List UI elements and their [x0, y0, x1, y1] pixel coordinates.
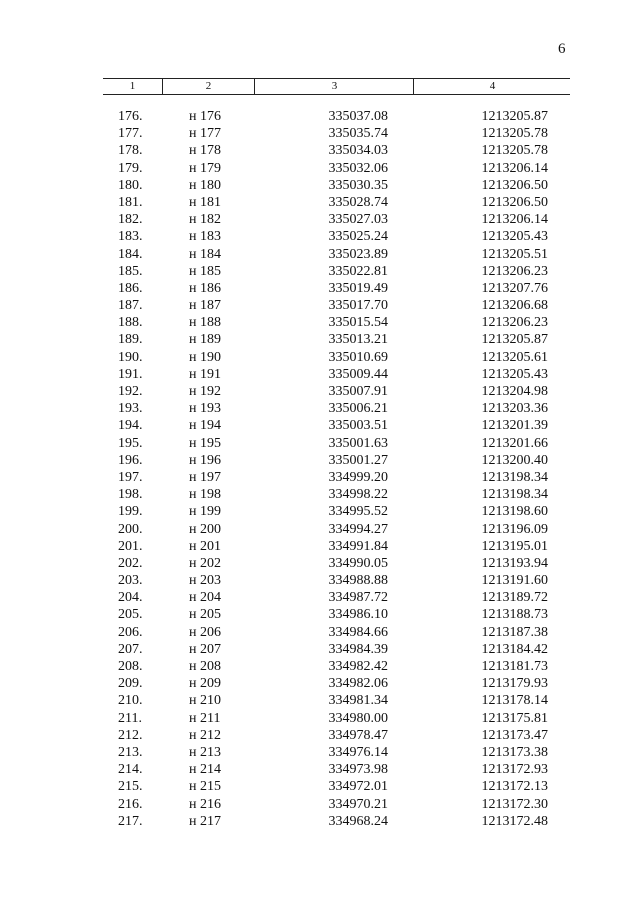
coordinate-y: 1213172.30: [481, 796, 548, 812]
table-row: [103, 675, 570, 692]
column-header-3: 3: [254, 79, 414, 94]
row-number: 194.: [118, 418, 143, 434]
coordinate-x: 334982.42: [328, 659, 388, 674]
coordinate-x: 334981.34: [328, 693, 388, 709]
table-row: [103, 452, 570, 469]
row-number: 209.: [118, 676, 143, 692]
coordinate-y: 1213172.48: [481, 813, 548, 829]
coordinate-x: 334987.72: [328, 590, 388, 606]
row-number: 217.: [118, 813, 143, 829]
coordinate-x: 334982.06: [328, 676, 388, 692]
row-number: 213.: [118, 744, 143, 760]
coordinate-x: 334991.84: [328, 538, 388, 554]
row-number: 178.: [118, 143, 143, 159]
coordinate-y: 1213206.23: [481, 263, 548, 279]
table-header: [103, 78, 570, 95]
row-number: 186.: [118, 280, 143, 296]
coordinate-x: 335007.91: [328, 384, 388, 399]
coordinate-x: 335017.70: [328, 298, 388, 314]
coordinate-x: 334980.00: [328, 710, 388, 726]
table-row: [103, 349, 570, 366]
coordinate-x: 334995.52: [328, 504, 388, 520]
coordinate-x: 335019.49: [328, 280, 388, 296]
column-header-4: 4: [413, 79, 571, 94]
coordinate-x: 334986.10: [328, 607, 388, 623]
coordinate-x: 334984.66: [328, 624, 388, 640]
coordinate-y: 1213201.66: [481, 435, 548, 451]
coordinate-y: 1213205.87: [481, 332, 548, 348]
point-id: н 206: [189, 624, 221, 640]
table-row: [103, 744, 570, 761]
coordinate-x: 334973.98: [328, 762, 388, 778]
row-number: 192.: [118, 384, 143, 399]
point-id: н 214: [189, 762, 221, 778]
point-id: н 188: [189, 315, 221, 331]
coordinate-y: 1213175.81: [481, 710, 548, 726]
coordinate-y: 1213196.09: [481, 521, 548, 537]
point-id: н 192: [189, 384, 221, 399]
row-number: 185.: [118, 263, 143, 279]
point-id: н 176: [189, 109, 221, 124]
table-row: [103, 228, 570, 245]
coordinate-y: 1213172.93: [481, 762, 548, 778]
table-row: [103, 538, 570, 555]
point-id: н 199: [189, 504, 221, 520]
coordinate-y: 1213179.93: [481, 676, 548, 692]
coordinate-x: 334998.22: [328, 487, 388, 503]
coordinate-x: 335001.27: [328, 452, 388, 468]
coordinate-y: 1213172.13: [481, 779, 548, 795]
table-row: [103, 383, 570, 400]
point-id: н 182: [189, 212, 221, 228]
table-row: [103, 400, 570, 417]
row-number: 197.: [118, 469, 143, 485]
row-number: 187.: [118, 298, 143, 314]
table-row: [103, 314, 570, 331]
coordinate-y: 1213207.76: [481, 280, 548, 296]
point-id: н 190: [189, 349, 221, 365]
table-row: [103, 194, 570, 211]
row-number: 176.: [118, 109, 143, 124]
coordinate-y: 1213205.61: [481, 349, 548, 365]
point-id: н 211: [189, 710, 221, 726]
coordinate-y: 1213200.40: [481, 452, 548, 468]
table-row: [103, 589, 570, 606]
table-row: [103, 761, 570, 778]
point-id: н 177: [189, 126, 221, 142]
row-number: 199.: [118, 504, 143, 520]
point-id: н 217: [189, 813, 221, 829]
coordinate-y: 1213198.34: [481, 487, 548, 503]
table-row: [103, 280, 570, 297]
column-header-2: 2: [162, 79, 254, 94]
coordinate-y: 1213205.51: [481, 246, 548, 262]
coordinate-x: 334999.20: [328, 469, 388, 485]
row-number: 189.: [118, 332, 143, 348]
table-row: [103, 417, 570, 434]
table-row: [103, 641, 570, 658]
coordinate-y: 1213206.23: [481, 315, 548, 331]
table-row: [103, 297, 570, 314]
row-number: 182.: [118, 212, 143, 228]
coordinate-y: 1213198.60: [481, 504, 548, 520]
coordinate-x: 334994.27: [328, 521, 388, 537]
coordinate-y: 1213205.78: [481, 126, 548, 142]
coordinate-x: 335023.89: [328, 246, 388, 262]
point-id: н 200: [189, 521, 221, 537]
table-row: [103, 108, 570, 125]
coordinate-y: 1213173.38: [481, 744, 548, 760]
coordinate-x: 334978.47: [328, 727, 388, 743]
table-row: [103, 125, 570, 142]
coordinate-y: 1213205.43: [481, 366, 548, 382]
table-row: [103, 503, 570, 520]
point-id: н 180: [189, 177, 221, 193]
point-id: н 187: [189, 298, 221, 314]
coordinate-y: 1213181.73: [481, 659, 548, 674]
table-row: [103, 211, 570, 228]
point-id: н 208: [189, 659, 221, 674]
point-id: н 197: [189, 469, 221, 485]
coordinate-y: 1213204.98: [481, 384, 548, 399]
point-id: н 216: [189, 796, 221, 812]
row-number: 207.: [118, 641, 143, 657]
coordinate-x: 334972.01: [328, 779, 388, 795]
row-number: 215.: [118, 779, 143, 795]
coordinate-y: 1213193.94: [481, 555, 548, 571]
table-row: [103, 435, 570, 452]
row-number: 205.: [118, 607, 143, 623]
coordinate-x: 335030.35: [328, 177, 388, 193]
row-number: 204.: [118, 590, 143, 606]
point-id: н 196: [189, 452, 221, 468]
point-id: н 179: [189, 160, 221, 176]
coordinate-x: 335032.06: [328, 160, 388, 176]
point-id: н 205: [189, 607, 221, 623]
coordinate-x: 335010.69: [328, 349, 388, 365]
coordinate-x: 334984.39: [328, 641, 388, 657]
table-row: [103, 813, 570, 830]
point-id: н 191: [189, 366, 221, 382]
coordinate-x: 335025.24: [328, 229, 388, 245]
coordinate-x: 334988.88: [328, 573, 388, 589]
point-id: н 178: [189, 143, 221, 159]
table-row: [103, 331, 570, 348]
point-id: н 189: [189, 332, 221, 348]
column-header-1: 1: [129, 80, 136, 92]
row-number: 181.: [118, 194, 143, 210]
table-row: [103, 658, 570, 675]
coordinate-y: 1213187.38: [481, 624, 548, 640]
coordinate-x: 335037.08: [328, 109, 388, 124]
coordinate-x: 335027.03: [328, 212, 388, 228]
point-id: н 181: [189, 194, 221, 210]
coordinate-x: 335013.21: [328, 332, 388, 348]
coordinate-y: 1213203.36: [481, 401, 548, 417]
row-number: 198.: [118, 487, 143, 503]
table-row: [103, 778, 570, 795]
page-number: 6: [558, 41, 566, 57]
table-row: [103, 366, 570, 383]
row-number: 208.: [118, 659, 143, 674]
point-id: н 213: [189, 744, 221, 760]
row-number: 188.: [118, 315, 143, 331]
row-number: 179.: [118, 160, 143, 176]
coordinate-y: 1213206.50: [481, 194, 548, 210]
row-number: 203.: [118, 573, 143, 589]
coordinate-x: 335003.51: [328, 418, 388, 434]
point-id: н 207: [189, 641, 221, 657]
table-row: [103, 160, 570, 177]
coordinate-y: 1213198.34: [481, 469, 548, 485]
row-number: 216.: [118, 796, 143, 812]
row-number: 200.: [118, 521, 143, 537]
table-row: [103, 246, 570, 263]
table-row: [103, 263, 570, 280]
coordinate-x: 334990.05: [328, 555, 388, 571]
point-id: н 198: [189, 487, 221, 503]
coordinate-y: 1213184.42: [481, 641, 548, 657]
coordinate-x: 335006.21: [328, 401, 388, 417]
point-id: н 201: [189, 538, 221, 554]
coordinate-x: 335034.03: [328, 143, 388, 159]
table-row: [103, 692, 570, 709]
table-row: [103, 727, 570, 744]
coordinate-x: 334976.14: [328, 744, 388, 760]
point-id: н 202: [189, 555, 221, 571]
row-number: 195.: [118, 435, 143, 451]
row-number: 201.: [118, 538, 143, 554]
row-number: 177.: [118, 126, 143, 142]
table-row: [103, 177, 570, 194]
coordinate-y: 1213205.87: [481, 109, 548, 124]
row-number: 211.: [118, 710, 142, 726]
table-row: [103, 521, 570, 538]
row-number: 183.: [118, 229, 143, 245]
coordinate-y: 1213206.14: [481, 212, 548, 228]
point-id: н 184: [189, 246, 221, 262]
point-id: н 209: [189, 676, 221, 692]
row-number: 191.: [118, 366, 143, 382]
point-id: н 204: [189, 590, 221, 606]
table-row: [103, 142, 570, 159]
row-number: 206.: [118, 624, 143, 640]
table-row: [103, 555, 570, 572]
table-row: [103, 572, 570, 589]
coordinate-x: 335015.54: [328, 315, 388, 331]
row-number: 190.: [118, 349, 143, 365]
point-id: н 212: [189, 727, 221, 743]
coordinate-table-body: [103, 108, 570, 830]
point-id: н 203: [189, 573, 221, 589]
row-number: 193.: [118, 401, 143, 417]
coordinate-y: 1213205.78: [481, 143, 548, 159]
row-number: 212.: [118, 727, 143, 743]
coordinate-y: 1213206.14: [481, 160, 548, 176]
coordinate-y: 1213178.14: [481, 693, 548, 709]
table-row: [103, 624, 570, 641]
coordinate-y: 1213206.68: [481, 298, 548, 314]
coordinate-y: 1213205.43: [481, 229, 548, 245]
coordinate-y: 1213189.72: [481, 590, 548, 606]
table-row: [103, 710, 570, 727]
coordinate-y: 1213195.01: [481, 538, 548, 554]
point-id: н 194: [189, 418, 221, 434]
coordinate-y: 1213201.39: [481, 418, 548, 434]
row-number: 196.: [118, 452, 143, 468]
row-number: 210.: [118, 693, 143, 709]
coordinate-x: 335001.63: [328, 435, 388, 451]
point-id: н 195: [189, 435, 221, 451]
coordinate-y: 1213188.73: [481, 607, 548, 623]
coordinate-x: 335009.44: [328, 366, 388, 382]
point-id: н 215: [189, 779, 221, 795]
point-id: н 193: [189, 401, 221, 417]
table-row: [103, 486, 570, 503]
coordinate-x: 335035.74: [328, 126, 388, 142]
table-row: [103, 469, 570, 486]
row-number: 184.: [118, 246, 143, 262]
table-row: [103, 606, 570, 623]
coordinate-x: 334970.21: [328, 796, 388, 812]
point-id: н 185: [189, 263, 221, 279]
coordinate-x: 334968.24: [328, 813, 388, 829]
coordinate-y: 1213173.47: [481, 727, 548, 743]
coordinate-x: 335022.81: [328, 263, 388, 279]
row-number: 202.: [118, 555, 143, 571]
row-number: 214.: [118, 762, 143, 778]
coordinate-y: 1213206.50: [481, 177, 548, 193]
point-id: н 186: [189, 280, 221, 296]
coordinate-x: 335028.74: [328, 194, 388, 210]
coordinate-y: 1213191.60: [481, 573, 548, 589]
table-row: [103, 796, 570, 813]
point-id: н 210: [189, 693, 221, 709]
row-number: 180.: [118, 177, 143, 193]
point-id: н 183: [189, 229, 221, 245]
